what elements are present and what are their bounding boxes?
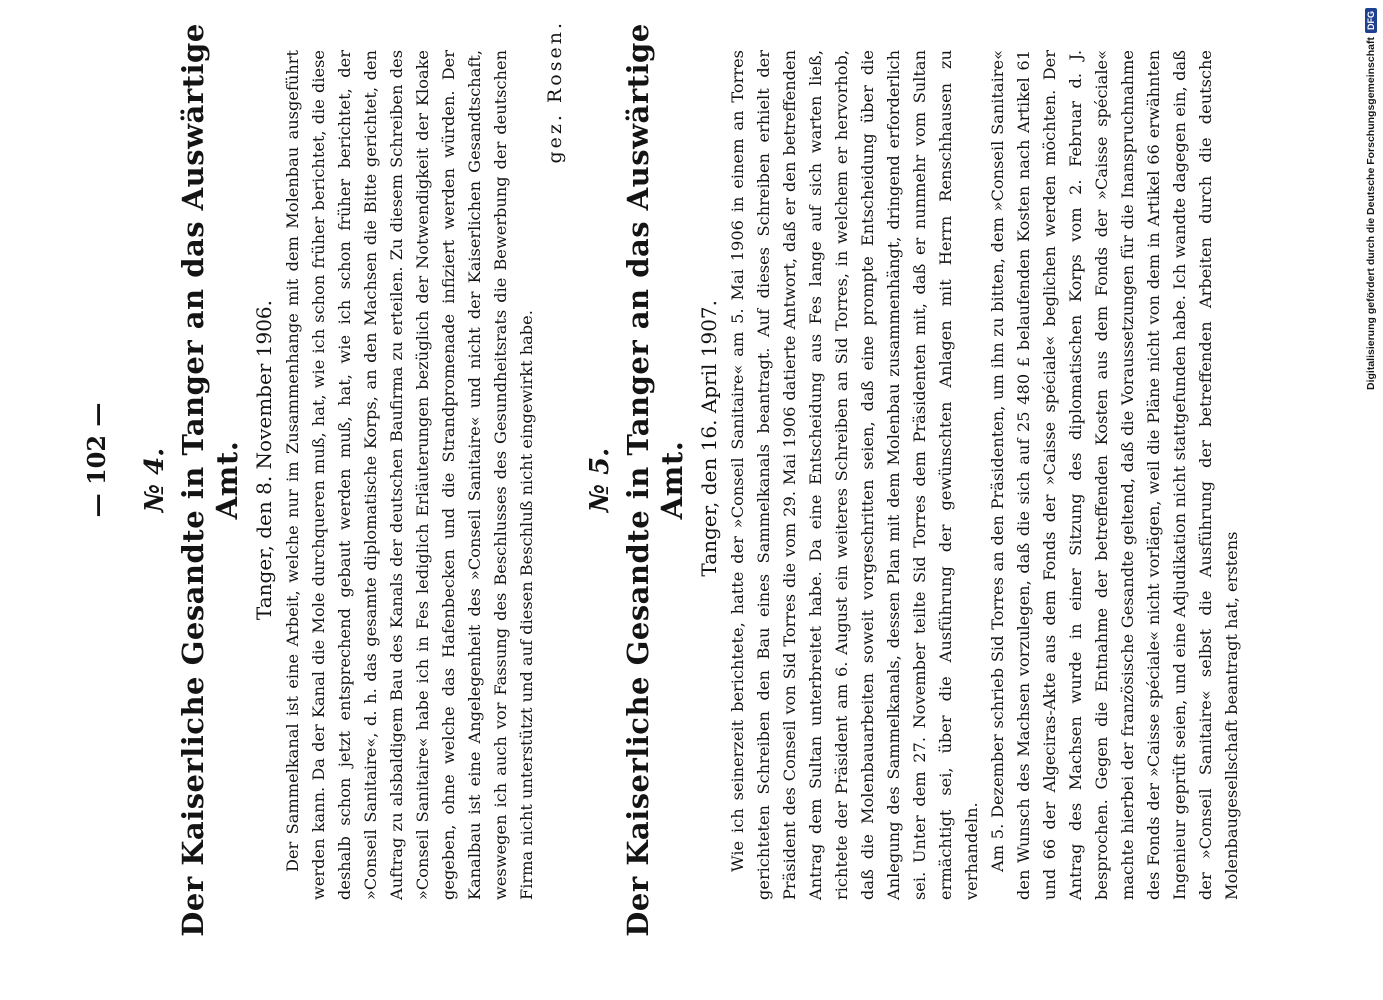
document-section-4 [140, 0, 566, 960]
credit-text: Digitalisierung gefördert durch die Deutsche Forschungsgemeinschaft [1365, 37, 1377, 390]
document-body [725, 50, 1245, 900]
dateline: Tanger, den 16. April 1907. [697, 300, 721, 577]
document-number: № 5. [585, 447, 615, 513]
paragraph: Der Sammelkanal ist eine Arbeit, welche nur im Zusammenhange mit dem Molenbau ausgeführt werden kann. Da der Kanal die Mole durchqueren muß, hat, wie ich schon früher berichtet, die diese deshalb schon jetzt entsprechend gebaut werden muß, hat, wie ich schon früher berichtet, der »Conseil Sanitaire«, d. h. das gesamte diplomatische Korps, an den Machsen die Bitte gerichtet, den Auftrag zu alsbaldigem Bau des Kanals der deutschen Baufirma zu erteilen. Zu diesem Schreiben des »Conseil Sanitaire« habe ich in Fes lediglich Erläuterungen bezüglich der Notwendigkeit der Kloake gegeben, ohne welche das Hafenbecken und die Strandpromenade infiziert werden würden. Der Kanalbau ist eine Angelegenheit des »Conseil Sanitaire« und nicht der Kaiserlichen Gesandtschaft, weswegen ich auch vor Fassung des Beschlusses des Gesundheitsrats die Bewerbung der deutschen Firma nicht unterstützt und auf diesen Beschluß nicht eingewirkt habe. [283, 50, 536, 900]
dfg-logo: DFG [1365, 8, 1377, 33]
signature: gez. Rosen. [544, 20, 566, 164]
dateline: Tanger, den 8. November 1906. [252, 300, 276, 621]
document-heading: Der Kaiserliche Gesandte in Tanger an das Auswärtige Amt. [621, 23, 689, 937]
paragraph: Wie ich seinerzeit berichtete, hatte der »Conseil Sanitaire« am 5. Mai 1906 in einem an Torres gerichteten Schreiben den Bau eines Sammelkanals beantragt. Auf dieses Schreiben erhielt der Präsident des Conseil von Sid Torres die vom 29. Mai 1906 datierte Antwort, daß er den betreffenden Antrag dem Sultan unterbreitet habe. Da eine Entscheidung aus Fes lange auf sich warten ließ, richtete der Präsident am 6. August ein weiteres Schreiben an Sid Torres, in welchem er hervorhob, daß die Molenbauarbeiten soweit vorgeschritten seien, daß eine prompte Entscheidung über die Anlegung des Sammelkanals, dessen Plan mit dem Molenbau zusammenhängt, dringend erforderlich sei. Unter dem 27. November teilte Sid Torres dem Präsidenten mit, daß er nunmehr vom Sultan ermächtigt sei, über die Ausführung der gewünschten Anlagen mit Herrn Renschhausen zu verhandeln. [728, 50, 981, 900]
document-heading: Der Kaiserliche Gesandte in Tanger an das Auswärtige Amt. [176, 23, 244, 937]
digitization-credit [1360, 10, 1382, 390]
document-number: № 4. [140, 447, 170, 513]
paragraph: Am 5. Dezember schrieb Sid Torres an den Präsidenten, um ihn zu bitten, dem »Conseil Sanitaire« den Wunsch des Machsen vorzulegen, daß die sich auf 25 480 £ belaufenden Kosten nach Artikel 61 und 66 der Algeciras-Akte aus dem Fonds der »Caisse spéciale« beglichen werden möchten. Der Antrag des Machsen wurde in einer Sitzung des diplomatischen Korps vom 2. Februar d. J. besprochen. Gegen die Entnahme der betreffenden Kosten aus dem Fonds der »Caisse spéciale« machte hierbei der französische Gesandte geltend, daß die Voraussetzungen für die Inanspruchnahme des Fonds der »Caisse spéciale« nicht vorlägen, weil die Pläne nicht von dem in Artikel 66 erwähnten Ingenieur geprüft seien, und eine Adjudikation nicht stattgefunden habe. Ich wandte dagegen ein, daß der »Conseil Sanitaire« selbst die Ausführung der betreffenden Arbeiten durch die deutsche Molenbaugesellschaft beantragt hat, erstens [988, 50, 1241, 900]
scanned-page [30, 0, 1330, 960]
document-section-5 [585, 0, 1245, 960]
page-number: — 102 — [82, 402, 111, 518]
document-body [280, 50, 540, 900]
